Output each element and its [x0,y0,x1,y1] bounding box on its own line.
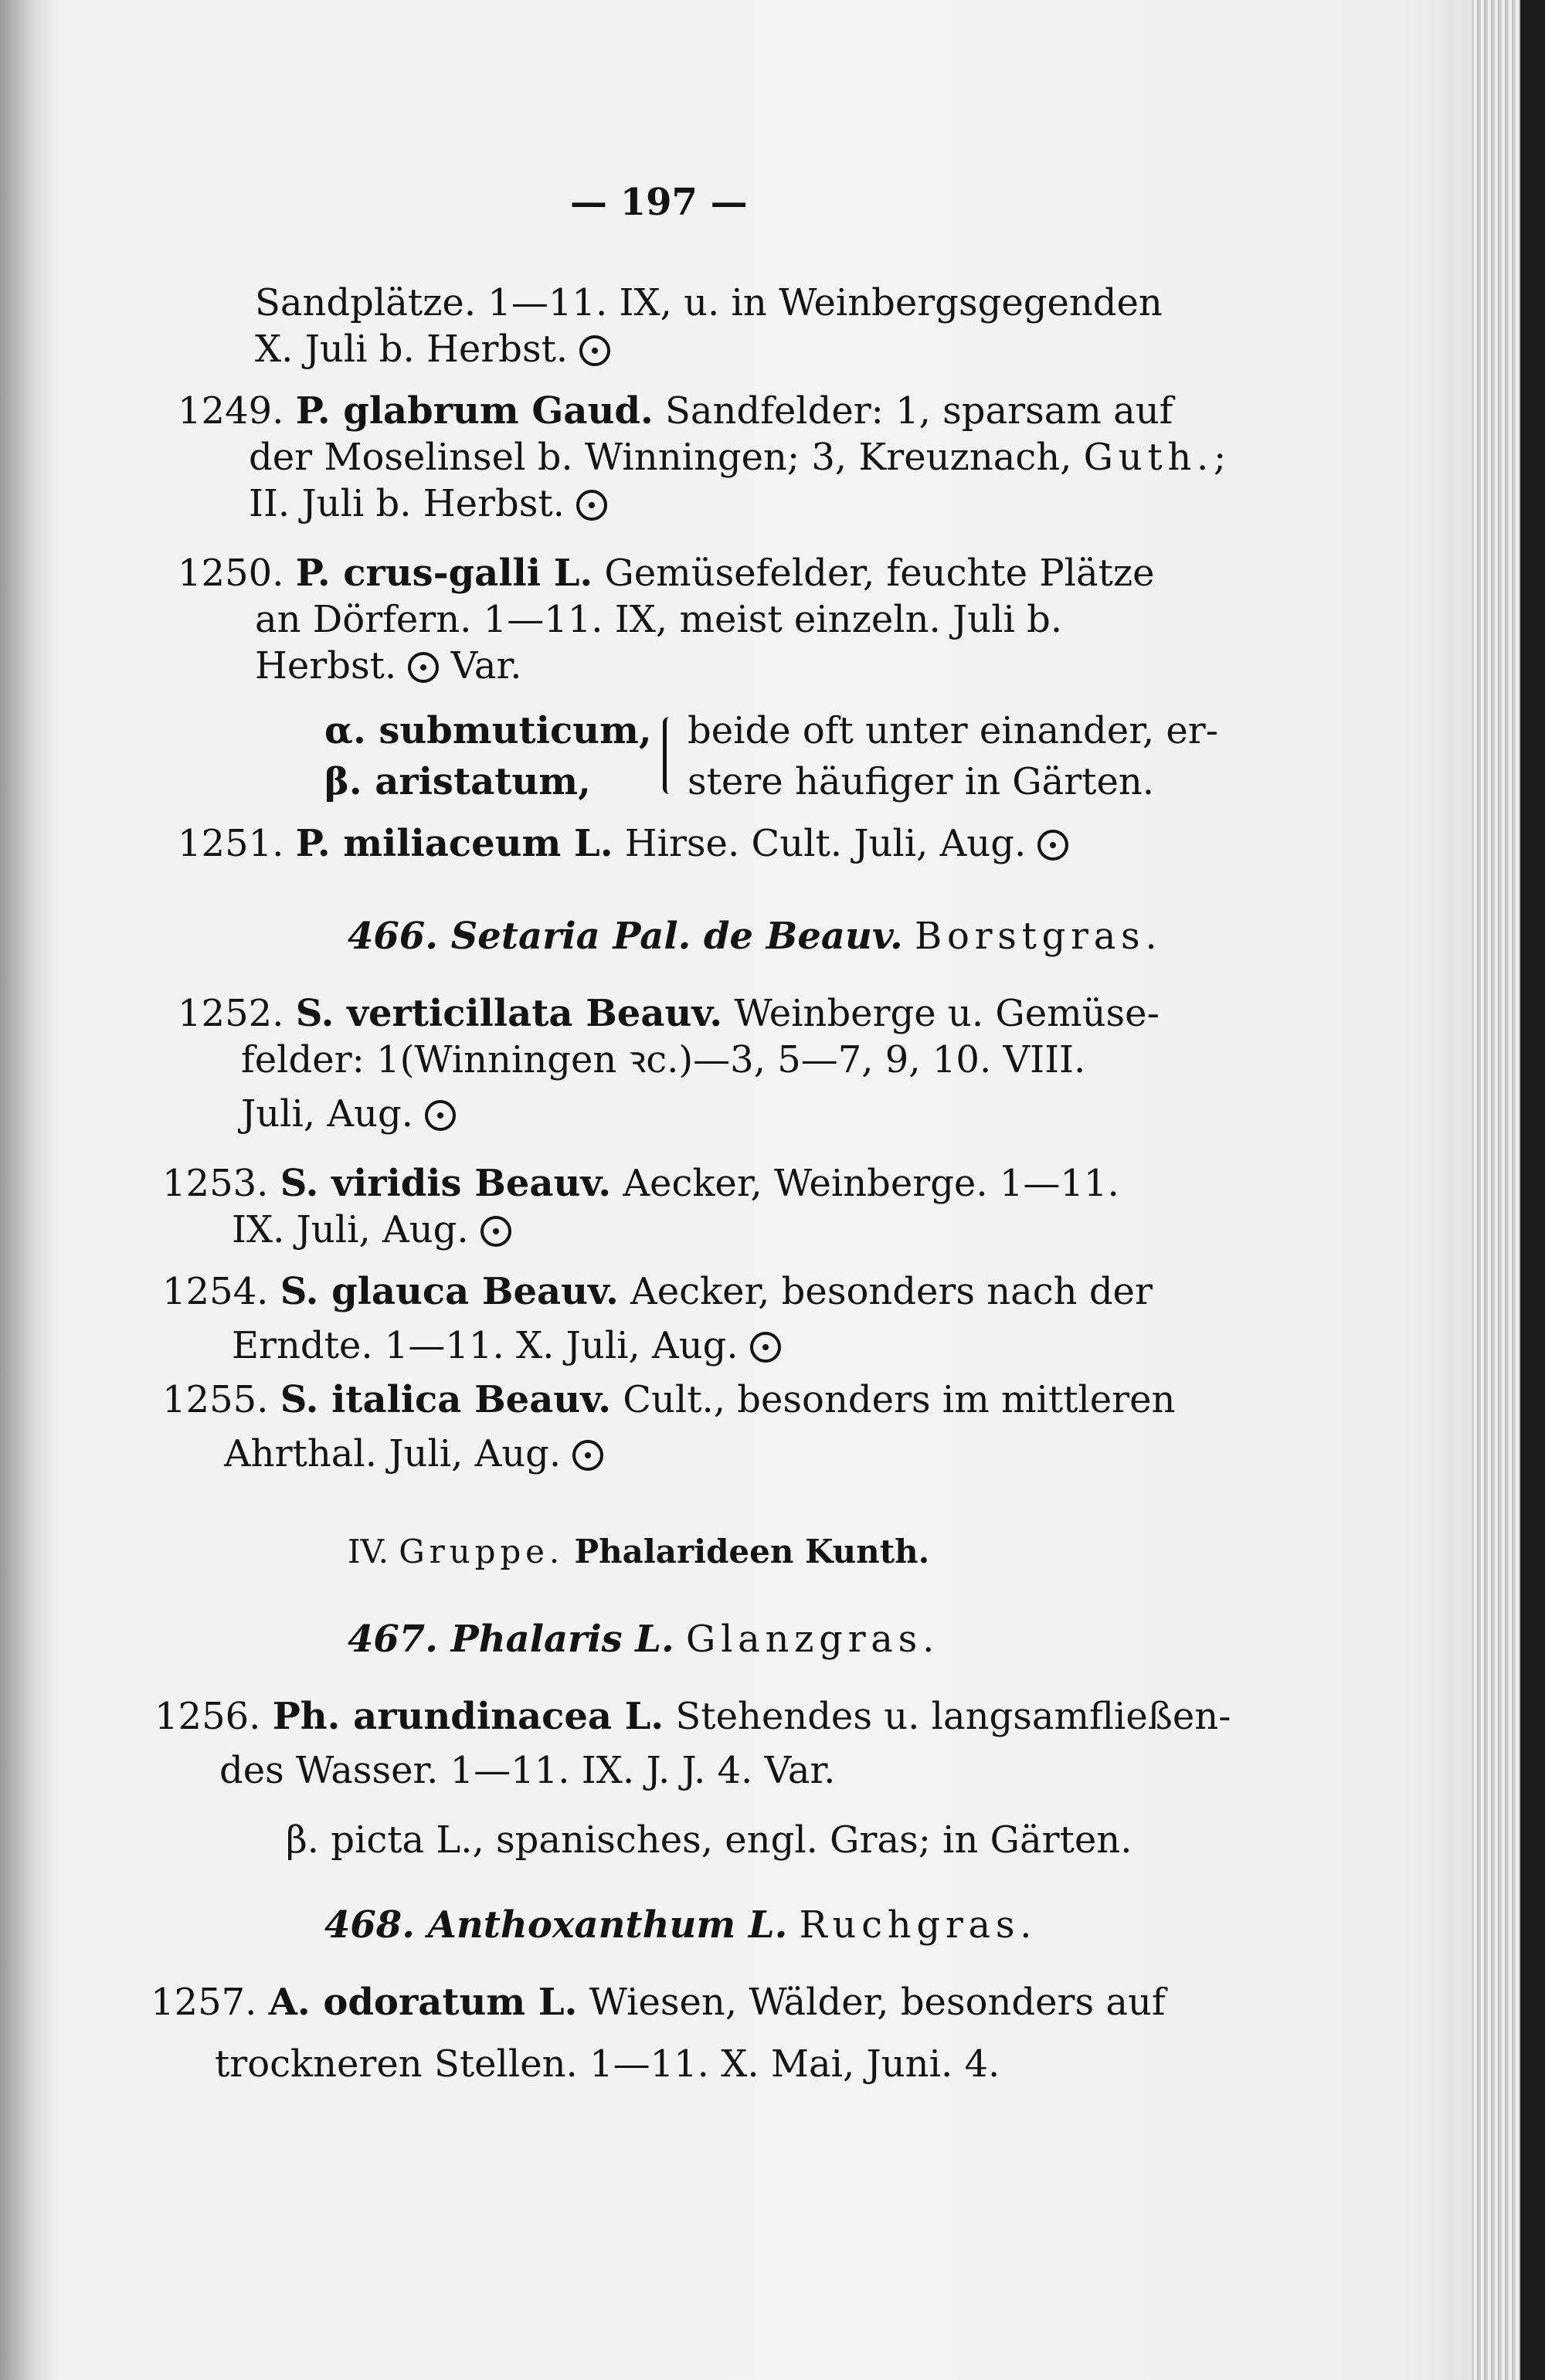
annual-symbol-icon [480,1216,511,1247]
species-entry-1255: 1255. S. italica Beauv. Cult., besonders im mittleren [162,1378,1176,1421]
author-name: Guth. [1083,436,1214,479]
page-edge [1472,0,1520,2380]
species-entry-1250: 1250. P. crus-galli L. Gemüsefelder, feuchte Plätze [178,552,1155,595]
species-name: P. glabrum Gaud. [295,389,654,433]
entry-line: II. Juli b. Herbst. [249,485,607,522]
variety-picta: β. picta L., spanisches, engl. Gras; in Gärten. [286,1818,1132,1862]
species-name: P. miliaceum L. [295,822,613,865]
entry-line: Juli, Aug. [241,1095,456,1132]
entry-line: des Wasser. 1—11. IX. J. J. 4. Var. [219,1749,836,1792]
species-entry-1249: 1249. P. glabrum Gaud. Sandfelder: 1, sparsam auf [178,389,1173,433]
species-name: Ph. arundinacea L. [272,1695,664,1738]
species-name: S. italica Beauv. [280,1378,611,1421]
annual-symbol-icon [750,1332,781,1363]
annual-symbol-icon [1037,830,1068,861]
entry-line: felder: 1(Winningen ꝛc.)—3, 5—7, 9, 10. VIII. [241,1038,1086,1081]
species-name: S. glauca Beauv. [280,1270,619,1313]
annual-symbol-icon [572,1440,603,1471]
species-name: S. viridis Beauv. [280,1162,612,1205]
entry-line: Sandplätze. 1—11. IX, u. in Weinbergsgegenden [255,281,1163,324]
page-binding-shadow [0,0,54,2380]
annual-symbol-icon [579,335,610,366]
species-entry-1256: 1256. Ph. arundinacea L. Stehendes u. langsamfließen- [154,1695,1231,1738]
entry-line: Herbst. Var. [255,644,522,688]
group-heading: IV. Gruppe. Phalarideen Kunth. [348,1533,930,1570]
page-number: — 197 — [570,181,748,224]
entry-line: Erndte. 1—11. X. Juli, Aug. [232,1327,781,1364]
brace-icon [663,717,679,794]
species-name: A. odoratum L. [268,1981,578,2024]
variety-note: stere häufiger in Gärten. [688,760,1155,803]
entry-line: trockneren Stellen. 1—11. X. Mai, Juni. 4. [215,2042,1000,2086]
genus-heading-467: 467. Phalaris L. Glanzgras. [348,1618,939,1661]
variety-note: beide oft unter einander, er- [688,709,1218,752]
variety-beta: β. aristatum, [324,760,591,803]
annual-symbol-icon [425,1100,456,1131]
variety-alpha: α. submuticum, [324,709,652,752]
annual-symbol-icon [576,490,607,521]
species-entry-1253: 1253. S. viridis Beauv. Aecker, Weinberge. 1—11. [162,1162,1119,1205]
species-entry-1254: 1254. S. glauca Beauv. Aecker, besonders nach der [162,1270,1153,1313]
entry-line: an Dörfern. 1—11. IX, meist einzeln. Juli b. [255,598,1063,641]
species-name: P. crus-galli L. [295,552,593,595]
annual-symbol-icon [408,652,439,683]
genus-heading-466: 466. Setaria Pal. de Beauv. Borstgras. [348,915,1163,958]
species-name: S. verticillata Beauv. [295,992,723,1035]
entry-line: der Moselinsel b. Winningen; 3, Kreuznach, Guth.; [249,436,1227,479]
entry-line: IX. Juli, Aug. [232,1211,511,1248]
species-entry-1251: 1251. P. miliaceum L. Hirse. Cult. Juli, Aug. [178,825,1068,862]
genus-heading-468: 468. Anthoxanthum L. Ruchgras. [324,1903,1037,1947]
species-entry-1257: 1257. A. odoratum L. Wiesen, Wälder, besonders auf [151,1981,1166,2024]
entry-line: X. Juli b. Herbst. [255,331,610,368]
entry-line: Ahrthal. Juli, Aug. [224,1435,603,1472]
species-entry-1252: 1252. S. verticillata Beauv. Weinberge u. Gemüse- [178,992,1160,1035]
